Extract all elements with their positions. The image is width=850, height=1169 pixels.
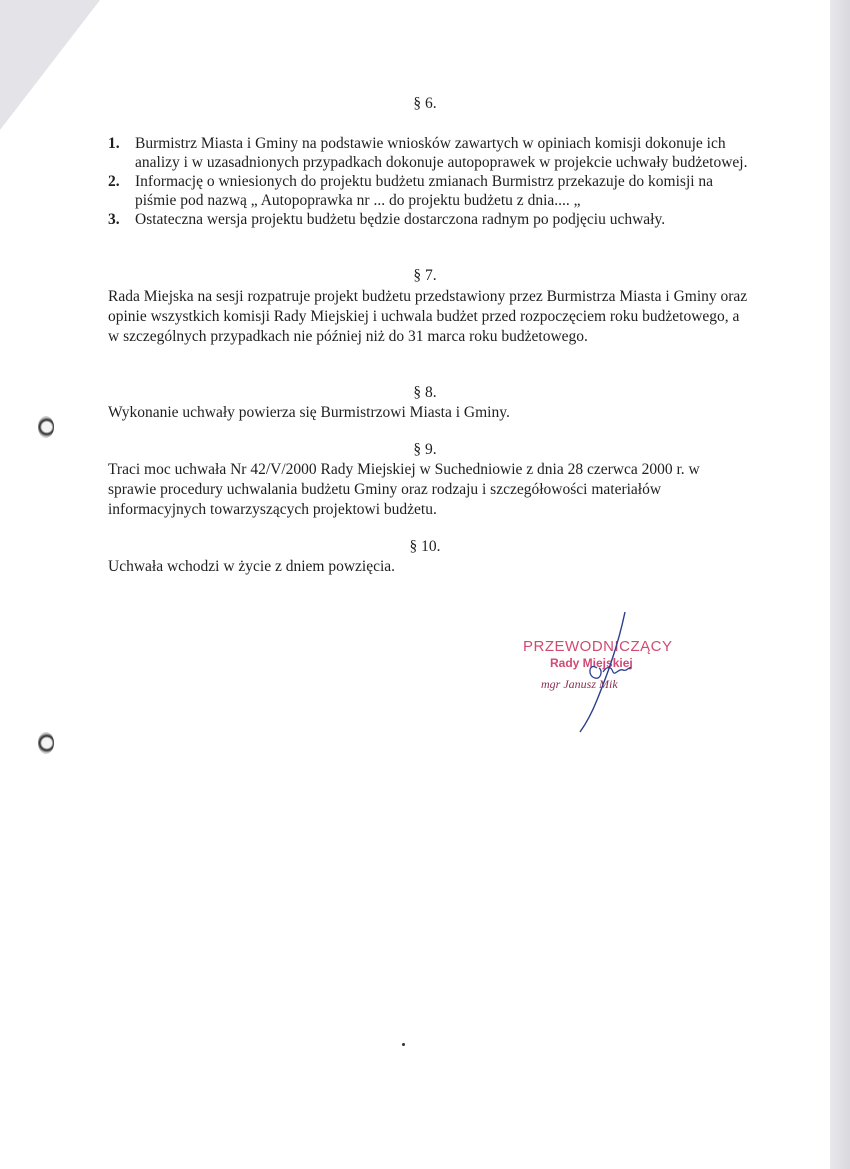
- section-10-text: Uchwała wchodzi w życie z dniem powzięcia.: [108, 558, 396, 575]
- list-item-number: 3.: [108, 211, 120, 228]
- list-item: [108, 134, 748, 172]
- section-7-text: Rada Miejska na sesji rozpatruje projekt budżetu przedstawiony przez Burmistrza Miasta i Gminy oraz opinie wszystkich komisji Rady Miejskiej i uchwala budżet przed rozpoczęciem roku budżetowego, a w szczególnych przypadkach nie później niż do 31 marca roku budżetowego.: [108, 288, 748, 345]
- list-item-number: 1.: [108, 135, 120, 152]
- stamp-title: PRZEWODNICZĄCY: [523, 638, 673, 655]
- section-7-heading: § 7.: [413, 267, 437, 284]
- stamp-name: mgr Janusz Mik: [541, 677, 618, 691]
- section-9-heading: § 9.: [413, 441, 437, 458]
- list-item-text: Informację o wniesionych do projektu budżetu zmianach Burmistrz przekazuje do komisji na piśmie pod nazwą „ Autopoprawka nr ... do projektu budżetu z dnia.... „: [135, 173, 714, 209]
- official-stamp: [505, 610, 685, 740]
- list-item: [108, 172, 748, 210]
- scan-edge-shadow: [830, 0, 850, 1169]
- punch-hole: [38, 732, 54, 754]
- stamp-subtitle: Rady Miejskiej: [550, 656, 633, 670]
- list-item-number: 2.: [108, 173, 120, 190]
- punch-hole: [38, 416, 54, 438]
- section-8-text: Wykonanie uchwały powierza się Burmistrzowi Miasta i Gminy.: [108, 404, 510, 421]
- section-10-heading: § 10.: [409, 538, 441, 555]
- scan-speck: [402, 1043, 405, 1046]
- section-8-heading: § 8.: [413, 384, 437, 401]
- list-item-text: Ostateczna wersja projektu budżetu będzie dostarczona radnym po podjęciu uchwały.: [135, 211, 666, 228]
- handwritten-signature: [505, 610, 685, 740]
- section-9-text: Traci moc uchwała Nr 42/V/2000 Rady Miejskiej w Suchedniowie z dnia 28 czerwca 2000 r. w sprawie procedury uchwalania budżetu Gminy oraz rodzaju i szczegółowości materiałów informacyjnych towarzyszących projektowi budżetu.: [108, 461, 700, 518]
- section-6-heading: § 6.: [413, 95, 437, 112]
- list-item: [108, 210, 748, 229]
- section-6-list: [108, 134, 748, 229]
- list-item-text: Burmistrz Miasta i Gminy na podstawie wniosków zawartych w opiniach komisji dokonuje ich analizy i w uzasadnionych przypadkach dokonuje autopoprawek w projekcie uchwały budżetowej.: [135, 135, 748, 171]
